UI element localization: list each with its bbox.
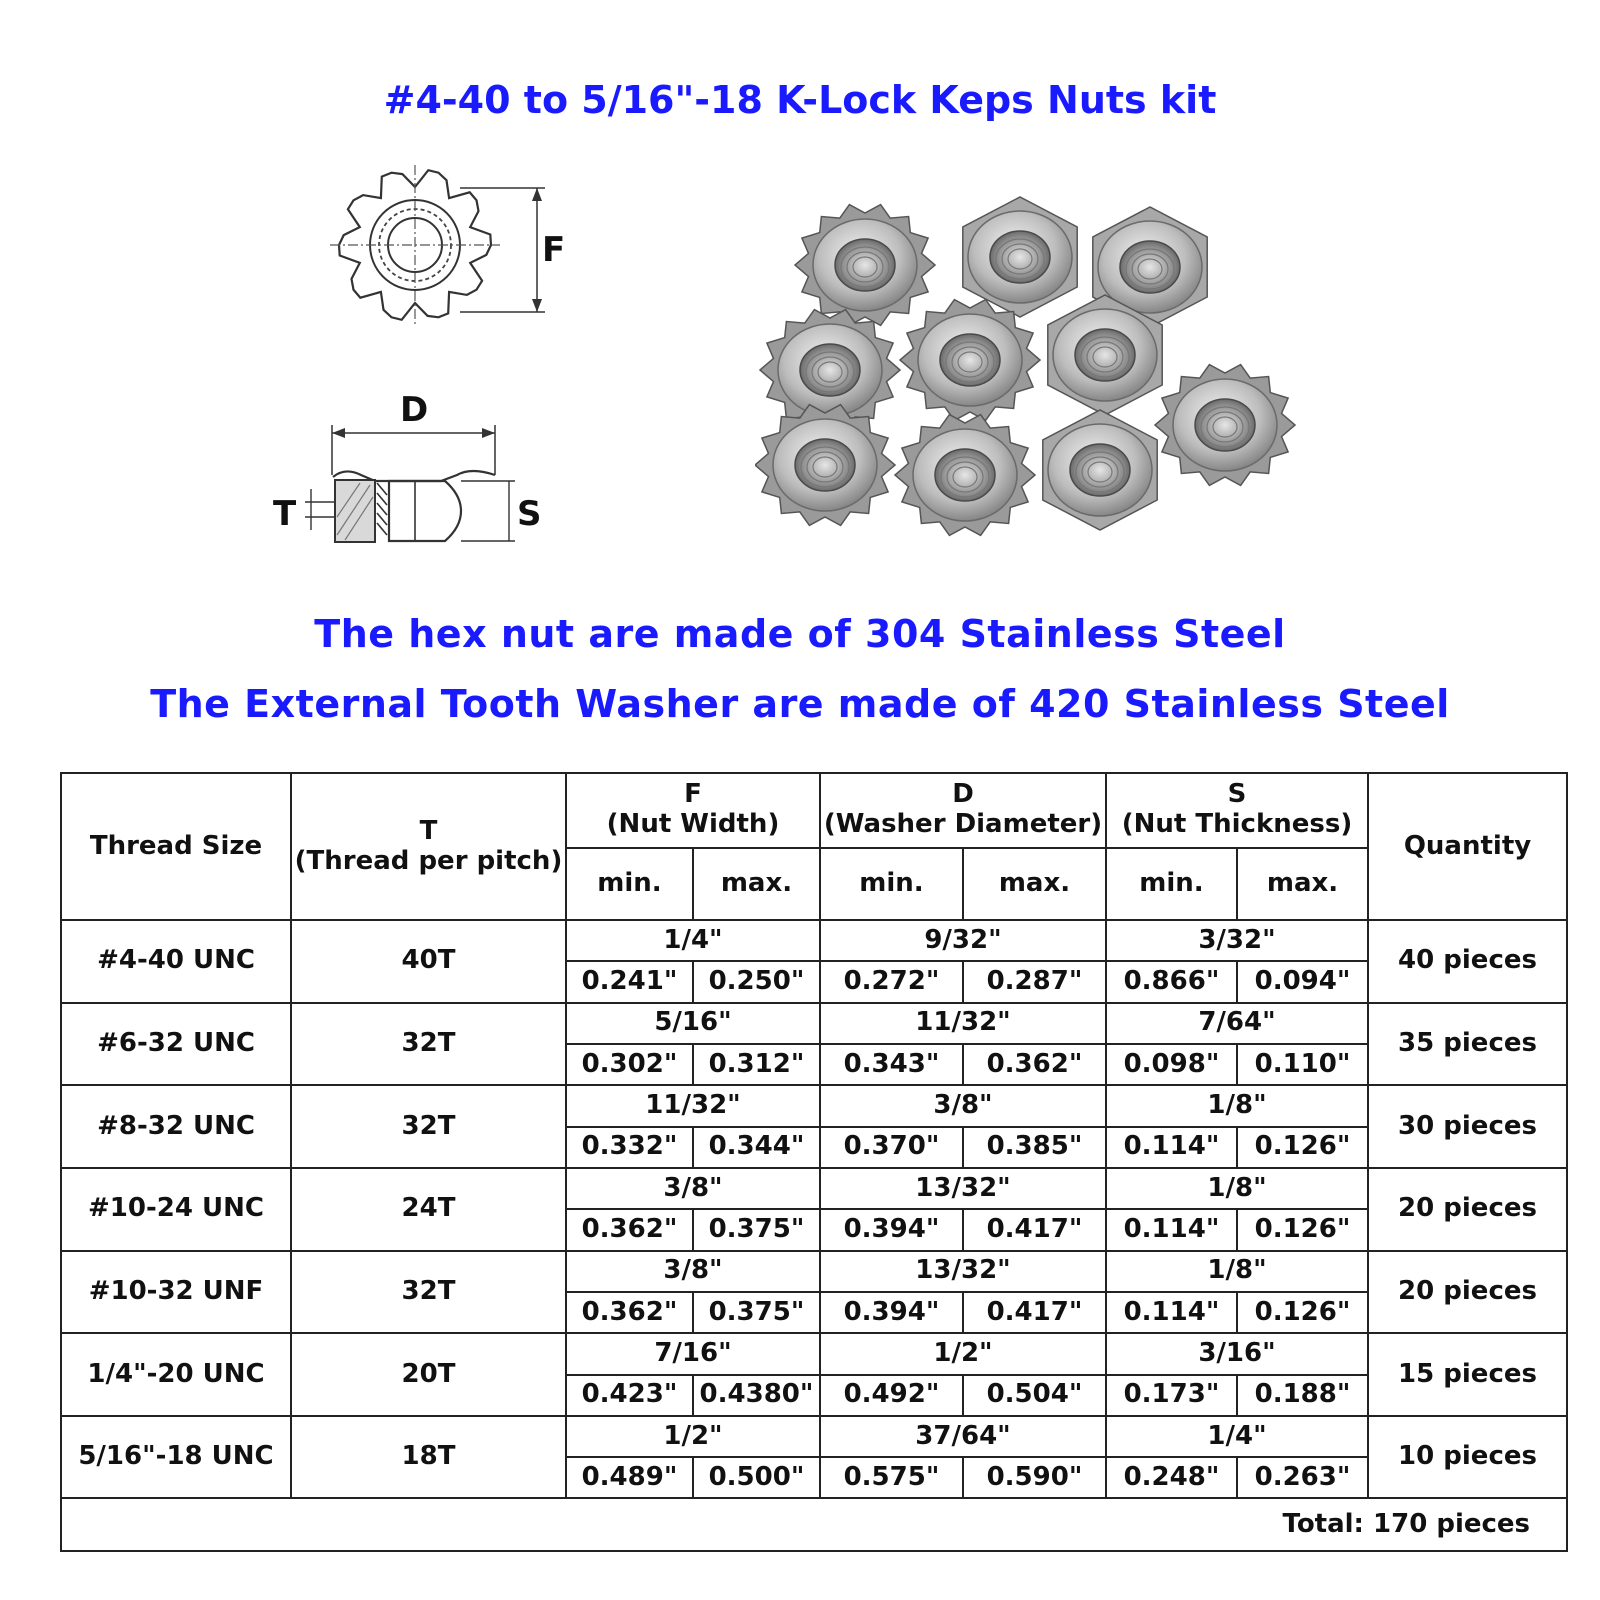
nut-thickness-nominal-cell: 1/8" [1106, 1085, 1368, 1126]
header-d-desc: (Washer Diameter) [823, 809, 1103, 840]
nut-width-nominal-cell: 3/8" [566, 1251, 820, 1292]
keps-nut-washer-side [895, 415, 1035, 536]
nut-width-max-cell: 0.4380" [693, 1375, 820, 1416]
washer-diameter-min-cell: 0.272" [820, 961, 963, 1002]
nut-thickness-min-cell: 0.114" [1106, 1127, 1237, 1168]
nut-width-max-cell: 0.312" [693, 1044, 820, 1085]
nut-width-nominal-cell: 11/32" [566, 1085, 820, 1126]
washer-diameter-min-cell: 0.394" [820, 1292, 963, 1333]
quantity-cell: 15 pieces [1368, 1333, 1567, 1416]
thread-size-cell: #6-32 UNC [61, 1003, 291, 1086]
material-line-washer: The External Tooth Washer are made of 420 Stainless Steel [150, 682, 1450, 726]
nut-width-max-cell: 0.500" [693, 1457, 820, 1498]
arrow-down [532, 299, 542, 312]
washer-diameter-nominal-cell: 13/32" [820, 1251, 1106, 1292]
hex-nut-body [389, 481, 461, 541]
header-s-min: min. [1106, 848, 1237, 921]
table-row [61, 1251, 1567, 1292]
header-f-desc: (Nut Width) [606, 809, 780, 840]
nut-pile [755, 197, 1295, 535]
nut-thickness-nominal-cell: 7/64" [1106, 1003, 1368, 1044]
nut-width-nominal-cell: 1/2" [566, 1416, 820, 1457]
thread-pitch-cell: 32T [291, 1251, 566, 1334]
header-f-letter: F [684, 779, 702, 810]
washer-diameter-max-cell: 0.504" [963, 1375, 1106, 1416]
label-t: T [273, 494, 297, 534]
header-s-max: max. [1237, 848, 1368, 921]
quantity-cell: 20 pieces [1368, 1251, 1567, 1334]
nut-thickness-nominal-cell: 3/32" [1106, 920, 1368, 961]
table-row [61, 1416, 1567, 1457]
thread-size-cell: #4-40 UNC [61, 920, 291, 1003]
table-row [61, 1085, 1567, 1126]
nut-thickness-max-cell: 0.126" [1237, 1127, 1368, 1168]
washer-diameter-max-cell: 0.287" [963, 961, 1106, 1002]
washer-diameter-nominal-cell: 11/32" [820, 1003, 1106, 1044]
header-s-letter: S [1227, 779, 1247, 810]
nut-width-min-cell: 0.489" [566, 1457, 693, 1498]
header-t-desc: (Thread per pitch) [294, 845, 563, 876]
header-f-max: max. [693, 848, 820, 921]
nut-thickness-nominal-cell: 1/8" [1106, 1168, 1368, 1209]
nut-width-min-cell: 0.332" [566, 1127, 693, 1168]
nut-width-max-cell: 0.344" [693, 1127, 820, 1168]
quantity-cell: 20 pieces [1368, 1168, 1567, 1251]
header-d-letter: D [952, 779, 974, 810]
nut-thickness-min-cell: 0.114" [1106, 1209, 1237, 1250]
quantity-cell: 35 pieces [1368, 1003, 1567, 1086]
thread-size-cell: #10-24 UNC [61, 1168, 291, 1251]
washer-diameter-nominal-cell: 13/32" [820, 1168, 1106, 1209]
washer-diameter-nominal-cell: 1/2" [820, 1333, 1106, 1374]
keps-nut-front-view-diagram [320, 165, 580, 330]
arrow-right [482, 428, 495, 438]
nut-width-min-cell: 0.362" [566, 1292, 693, 1333]
thread-pitch-cell: 40T [291, 920, 566, 1003]
table-row [61, 1333, 1567, 1374]
nut-thickness-max-cell: 0.126" [1237, 1209, 1368, 1250]
nut-width-max-cell: 0.375" [693, 1292, 820, 1333]
header-thread-size: Thread Size [61, 773, 291, 920]
nut-thickness-min-cell: 0.098" [1106, 1044, 1237, 1085]
nut-thickness-min-cell: 0.114" [1106, 1292, 1237, 1333]
washer-diameter-min-cell: 0.343" [820, 1044, 963, 1085]
header-quantity: Quantity [1368, 773, 1567, 920]
keps-nut-hex-side [1043, 410, 1157, 530]
arrow-left [332, 428, 345, 438]
washer-diameter-min-cell: 0.575" [820, 1457, 963, 1498]
header-d-max: max. [963, 848, 1106, 921]
nut-thickness-nominal-cell: 1/8" [1106, 1251, 1368, 1292]
nut-width-min-cell: 0.362" [566, 1209, 693, 1250]
keps-nut-washer-side [755, 405, 895, 526]
nut-thickness-max-cell: 0.110" [1237, 1044, 1368, 1085]
quantity-cell: 10 pieces [1368, 1416, 1567, 1499]
quantity-cell: 40 pieces [1368, 920, 1567, 1003]
nut-thickness-max-cell: 0.126" [1237, 1292, 1368, 1333]
washer-diameter-nominal-cell: 9/32" [820, 920, 1106, 961]
table-row [61, 1168, 1567, 1209]
washer-diameter-min-cell: 0.492" [820, 1375, 963, 1416]
arrow-up [532, 188, 542, 201]
label-f: F [542, 230, 566, 270]
washer-diameter-max-cell: 0.385" [963, 1127, 1106, 1168]
nut-width-min-cell: 0.241" [566, 961, 693, 1002]
table-row [61, 1003, 1567, 1044]
table-row [61, 920, 1567, 961]
header-row [61, 773, 1567, 848]
nut-thickness-min-cell: 0.866" [1106, 961, 1237, 1002]
thread-pitch-cell: 18T [291, 1416, 566, 1499]
nut-width-nominal-cell: 1/4" [566, 920, 820, 961]
header-s [1106, 773, 1368, 848]
nut-thickness-nominal-cell: 1/4" [1106, 1416, 1368, 1457]
keps-nut-washer-side [795, 205, 935, 326]
header-d-min: min. [820, 848, 963, 921]
thread-pitch-cell: 32T [291, 1003, 566, 1086]
keps-nut-washer-side [1155, 365, 1295, 486]
nut-width-min-cell: 0.423" [566, 1375, 693, 1416]
nut-width-max-cell: 0.250" [693, 961, 820, 1002]
header-s-desc: (Nut Thickness) [1121, 809, 1353, 840]
keps-nut-washer-side [900, 300, 1040, 421]
material-line-hex-nut: The hex nut are made of 304 Stainless Steel [314, 612, 1286, 656]
thread-size-cell: 5/16"-18 UNC [61, 1416, 291, 1499]
keps-nuts-product-photo [755, 195, 1345, 575]
page-title: #4-40 to 5/16"-18 K-Lock Keps Nuts kit [383, 78, 1217, 122]
thread-lines [377, 483, 387, 535]
nut-width-nominal-cell: 5/16" [566, 1003, 820, 1044]
header-t-letter: T [419, 815, 438, 846]
nut-width-nominal-cell: 3/8" [566, 1168, 820, 1209]
thread-pitch-cell: 20T [291, 1333, 566, 1416]
washer-diameter-min-cell: 0.370" [820, 1127, 963, 1168]
washer-diameter-max-cell: 0.417" [963, 1209, 1106, 1250]
header-t [291, 773, 566, 920]
header-d [820, 773, 1106, 848]
label-s: S [517, 494, 542, 534]
washer-diameter-min-cell: 0.394" [820, 1209, 963, 1250]
header-f [566, 773, 820, 848]
label-d: D [400, 390, 429, 430]
thread-pitch-cell: 32T [291, 1085, 566, 1168]
thread-size-cell: #10-32 UNF [61, 1251, 291, 1334]
washer-diameter-max-cell: 0.590" [963, 1457, 1106, 1498]
spec-table [60, 772, 1568, 1552]
nut-thickness-nominal-cell: 3/16" [1106, 1333, 1368, 1374]
keps-nut-side-view-diagram [265, 385, 565, 565]
nut-thickness-max-cell: 0.188" [1237, 1375, 1368, 1416]
nut-thickness-min-cell: 0.248" [1106, 1457, 1237, 1498]
thread-size-cell: 1/4"-20 UNC [61, 1333, 291, 1416]
total-cell: Total: 170 pieces [61, 1498, 1567, 1551]
nut-width-max-cell: 0.375" [693, 1209, 820, 1250]
nut-width-min-cell: 0.302" [566, 1044, 693, 1085]
nut-width-nominal-cell: 7/16" [566, 1333, 820, 1374]
thread-size-cell: #8-32 UNC [61, 1085, 291, 1168]
washer-diameter-max-cell: 0.417" [963, 1292, 1106, 1333]
nut-thickness-min-cell: 0.173" [1106, 1375, 1237, 1416]
washer-diameter-nominal-cell: 3/8" [820, 1085, 1106, 1126]
keps-nut-hex-side [963, 197, 1077, 317]
washer-diameter-max-cell: 0.362" [963, 1044, 1106, 1085]
nut-thickness-max-cell: 0.094" [1237, 961, 1368, 1002]
quantity-cell: 30 pieces [1368, 1085, 1567, 1168]
washer-diameter-nominal-cell: 37/64" [820, 1416, 1106, 1457]
thread-pitch-cell: 24T [291, 1168, 566, 1251]
nut-thickness-max-cell: 0.263" [1237, 1457, 1368, 1498]
total-row [61, 1498, 1567, 1551]
header-f-min: min. [566, 848, 693, 921]
